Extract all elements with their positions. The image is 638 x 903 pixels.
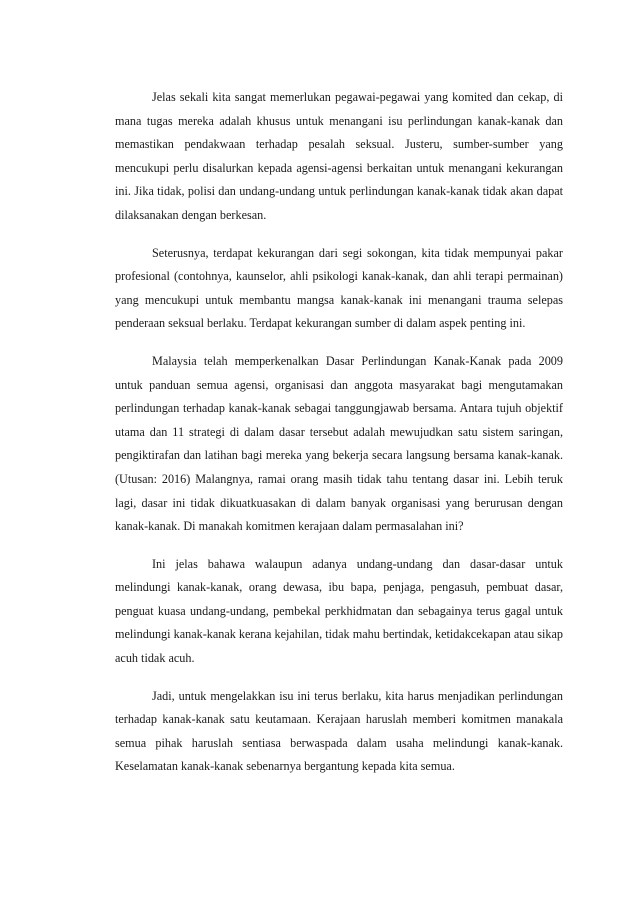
paragraph-3: Malaysia telah memperkenalkan Dasar Perlindungan Kanak-Kanak pada 2009 untuk panduan semua agensi, organisasi dan anggota masyarakat bagi mengutamakan perlindungan terhadap kanak-kanak sebagai tanggungjawab bersama. Antara tujuh objektif utama dan 11 strategi di dalam dasar tersebut adalah mewujudkan satu sistem saringan, pengiktirafan dan latihan bagi mereka yang bekerja secara langsung bersama kanak-kanak. (Utusan: 2016) Malangnya, ramai orang masih tidak tahu tentang dasar ini. Lebih teruk lagi, dasar ini tidak dikuatkuasakan di dalam banyak organisasi yang berurusan dengan kanak-kanak. Di manakah komitmen kerajaan dalam permasalahan ini? [115, 353, 563, 534]
paragraph-4: Ini jelas bahawa walaupun adanya undang-undang dan dasar-dasar untuk melindungi kanak-kanak, orang dewasa, ibu bapa, penjaga, pengasuh, pembuat dasar, penguat kuasa undang-undang, pembekal perkhidmatan dan sebagainya terus gagal untuk melindungi kanak-kanak kerana kejahilan, tidak mahu bertindak, ketidakcekapan atau sikap acuh tidak acuh. [115, 556, 563, 666]
paragraph-1: Jelas sekali kita sangat memerlukan pegawai-pegawai yang komited dan cekap, di mana tugas mereka adalah khusus untuk menangani isu perlindungan kanak-kanak dan memastikan pendakwaan terhadap pesalah seksual. Justeru, sumber-sumber yang mencukupi perlu disalurkan kepada agensi-agensi berkaitan untuk menangani kekurangan ini. Jika tidak, polisi dan undang-undang untuk perlindungan kanak-kanak tidak akan dapat dilaksanakan dengan berkesan. [115, 90, 563, 222]
paragraph-5: Jadi, untuk mengelakkan isu ini terus berlaku, kita harus menjadikan perlindungan terhadap kanak-kanak satu keutamaan. Kerajaan haruslah memberi komitmen manakala semua pihak haruslah sentiasa berwaspada dalam usaha melindungi kanak-kanak. Keselamatan kanak-kanak sebenarnya bergantung kepada kita semua. [115, 688, 563, 774]
document-page [115, 86, 563, 793]
paragraph-2: Seterusnya, terdapat kekurangan dari segi sokongan, kita tidak mempunyai pakar profesional (contohnya, kaunselor, ahli psikologi kanak-kanak, dan ahli terapi permainan) yang mencukupi untuk membantu mangsa kanak-kanak ini menangani trauma selepas penderaan seksual berlaku. Terdapat kekurangan sumber di dalam aspek penting ini. [115, 245, 563, 331]
